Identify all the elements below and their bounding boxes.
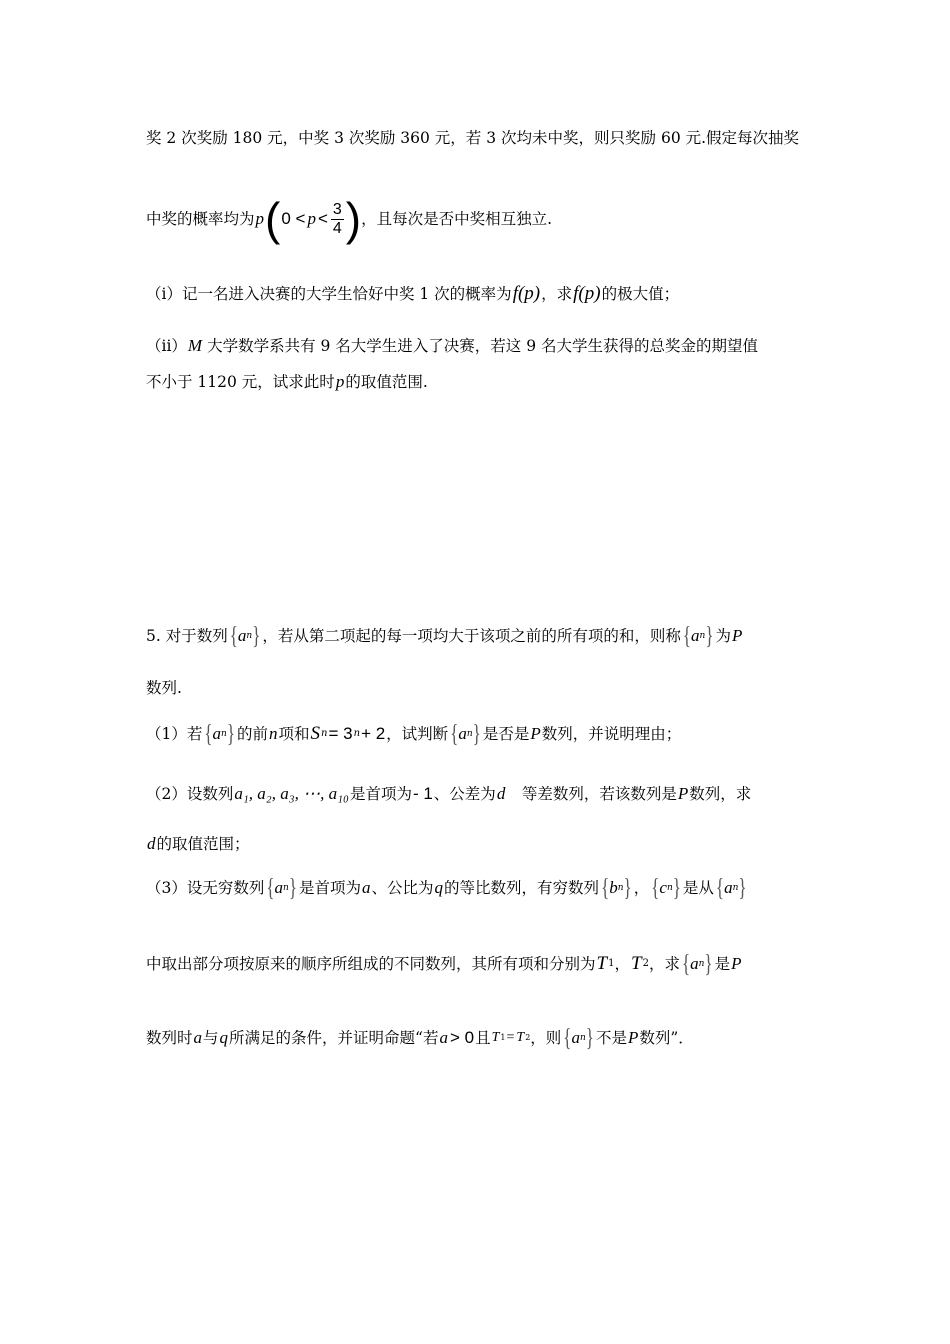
text: 的取值范围； (156, 835, 250, 853)
text: ， (633, 879, 650, 897)
text: 等差数列，若该数列是 (506, 785, 677, 803)
text: ，试判断 (386, 725, 449, 743)
text: （2）设数列 (146, 785, 234, 803)
text: 中取出部分项按原来的顺序所组成的不同数列，其所有项和分别为 (146, 955, 596, 973)
q4-part-ii (146, 336, 758, 356)
math-var-p: p (335, 372, 345, 391)
math-var-d: d (496, 784, 506, 803)
math-var-P: P (731, 954, 742, 973)
exponent-n: n (353, 728, 361, 739)
text: 不是 (595, 1029, 627, 1047)
math-var-S: S (310, 723, 321, 744)
subscript-1: 1 (608, 958, 615, 969)
text: 、公比为 (371, 879, 434, 897)
text: 的取值范围. (345, 373, 428, 391)
fraction (331, 201, 344, 238)
math-var-q: q (219, 1028, 229, 1047)
math-neg-one: - 1 (412, 784, 433, 803)
q4-line-1 (146, 128, 799, 148)
text: 、公差为 (433, 785, 496, 803)
text: 的等比数列，有穷数列 (444, 879, 600, 897)
text: （ii） (146, 337, 187, 355)
q5-part-3 (146, 873, 749, 902)
equation-plus: + 2 (361, 724, 386, 743)
text: 是否是 (482, 725, 530, 743)
q4-part-i (146, 284, 679, 304)
text: （i）记一名进入决赛的大学生恰好中奖 1 次的概率为 (146, 285, 512, 303)
text: （1）若 (146, 725, 203, 743)
seq-an: { a n } (681, 949, 713, 978)
subscript-n: n (321, 728, 328, 739)
text: 是从 (682, 879, 714, 897)
math-var-M: M (187, 336, 203, 355)
text: 大学数学系共有 9 名大学生进入了决赛，若这 9 名大学生获得的总奖金的期望值 (207, 337, 759, 355)
text: 是首项为 (299, 879, 362, 897)
q4-part-ii-line-2 (146, 372, 428, 392)
paren-close: ) (345, 193, 362, 245)
q5-part-3-line-2 (146, 949, 743, 978)
ineq-lt: < (317, 209, 328, 228)
seq-bn: { b n } (601, 873, 632, 902)
seq-an: { a n } (682, 621, 714, 650)
math-var-n: n (269, 724, 278, 743)
seq-cn: { c n } (651, 873, 681, 902)
math-var-P: P (530, 724, 541, 743)
text: 的前 (237, 725, 269, 743)
subscript-1: 1 (500, 1033, 506, 1042)
ineq-left: 0 < (281, 209, 306, 228)
math-var-P: P (627, 1028, 639, 1047)
math-var-T: T (596, 953, 608, 974)
paren-open: ( (265, 193, 281, 245)
math-var-a: a (193, 1028, 203, 1047)
subscript-2: 2 (525, 1033, 531, 1042)
seq-an: { a n } (229, 621, 261, 650)
text: （3）设无穷数列 (146, 879, 265, 897)
seq-an: { a n } (450, 719, 481, 748)
text: ，且每次是否中奖相互独立. (361, 210, 553, 228)
math-sequence: a₁, a₂, a₃, ⋯, a₁₀ (234, 784, 349, 803)
q5-part-3-line-3 (146, 1023, 694, 1052)
text: ，求 (648, 955, 680, 973)
seq-an: { a n } (204, 719, 236, 748)
text: ，则 (530, 1029, 562, 1047)
math-var-p: p (255, 209, 265, 228)
math-var-T: T (516, 1030, 525, 1045)
text: ，求 (541, 285, 573, 303)
text: 与 (203, 1029, 219, 1047)
text: 中奖的概率均为 (146, 210, 255, 228)
seq-an: { a n } (266, 873, 298, 902)
equation: = 3 (328, 724, 353, 743)
text: ， (614, 955, 630, 973)
q5-part-2-line-2 (146, 834, 250, 854)
text: 且 (475, 1029, 491, 1047)
text: 奖 2 次奖励 180 元，中奖 3 次奖励 360 元，若 3 次均未中奖，则只奖励 60 元.假定每次抽奖 (146, 129, 800, 147)
text: 数列，并说明理由； (541, 725, 682, 743)
text: 数列”． (639, 1029, 694, 1047)
text: 数列. (146, 679, 182, 697)
text: 数列时 (146, 1029, 193, 1047)
frac-numerator: 3 (332, 200, 342, 218)
math-var-d: d (147, 834, 156, 853)
math-var-T: T (630, 953, 642, 974)
q5-line-2 (146, 678, 182, 698)
text: 是首项为 (349, 785, 412, 803)
subscript-2: 2 (642, 958, 649, 969)
math-var-p: p (307, 209, 316, 228)
text: 所满足的条件，并证明命题“若 (229, 1029, 439, 1047)
math-var-q: q (434, 878, 444, 897)
text: 是 (714, 955, 731, 973)
equals: = (506, 1030, 515, 1045)
q5-line-1 (146, 621, 743, 650)
math-var-T: T (491, 1030, 500, 1045)
q4-line-2 (146, 193, 553, 245)
seq-an: { a n } (715, 873, 747, 902)
inequality: > 0 (449, 1028, 475, 1047)
math-var-P: P (677, 784, 689, 803)
math-fp: f(p) (573, 283, 601, 304)
q5-part-1 (146, 719, 682, 748)
math-var-P: P (732, 626, 743, 645)
seq-an: { a n } (563, 1023, 594, 1052)
math-var-a: a (362, 878, 371, 897)
text: 项和 (278, 725, 310, 743)
frac-denominator: 4 (332, 219, 342, 237)
text: 的极大值； (601, 285, 680, 303)
text: ，若从第二项起的每一项均大于该项之前的所有项的和，则称 (262, 627, 681, 645)
text: 5. 对于数列 (146, 627, 228, 645)
q5-part-2 (146, 784, 751, 804)
text: 不小于 1120 元，试求此时 (146, 373, 335, 391)
math-var-a: a (439, 1028, 448, 1047)
math-fp: f(p) (512, 283, 541, 304)
text: 数列，求 (689, 785, 752, 803)
text: 为 (715, 627, 732, 645)
